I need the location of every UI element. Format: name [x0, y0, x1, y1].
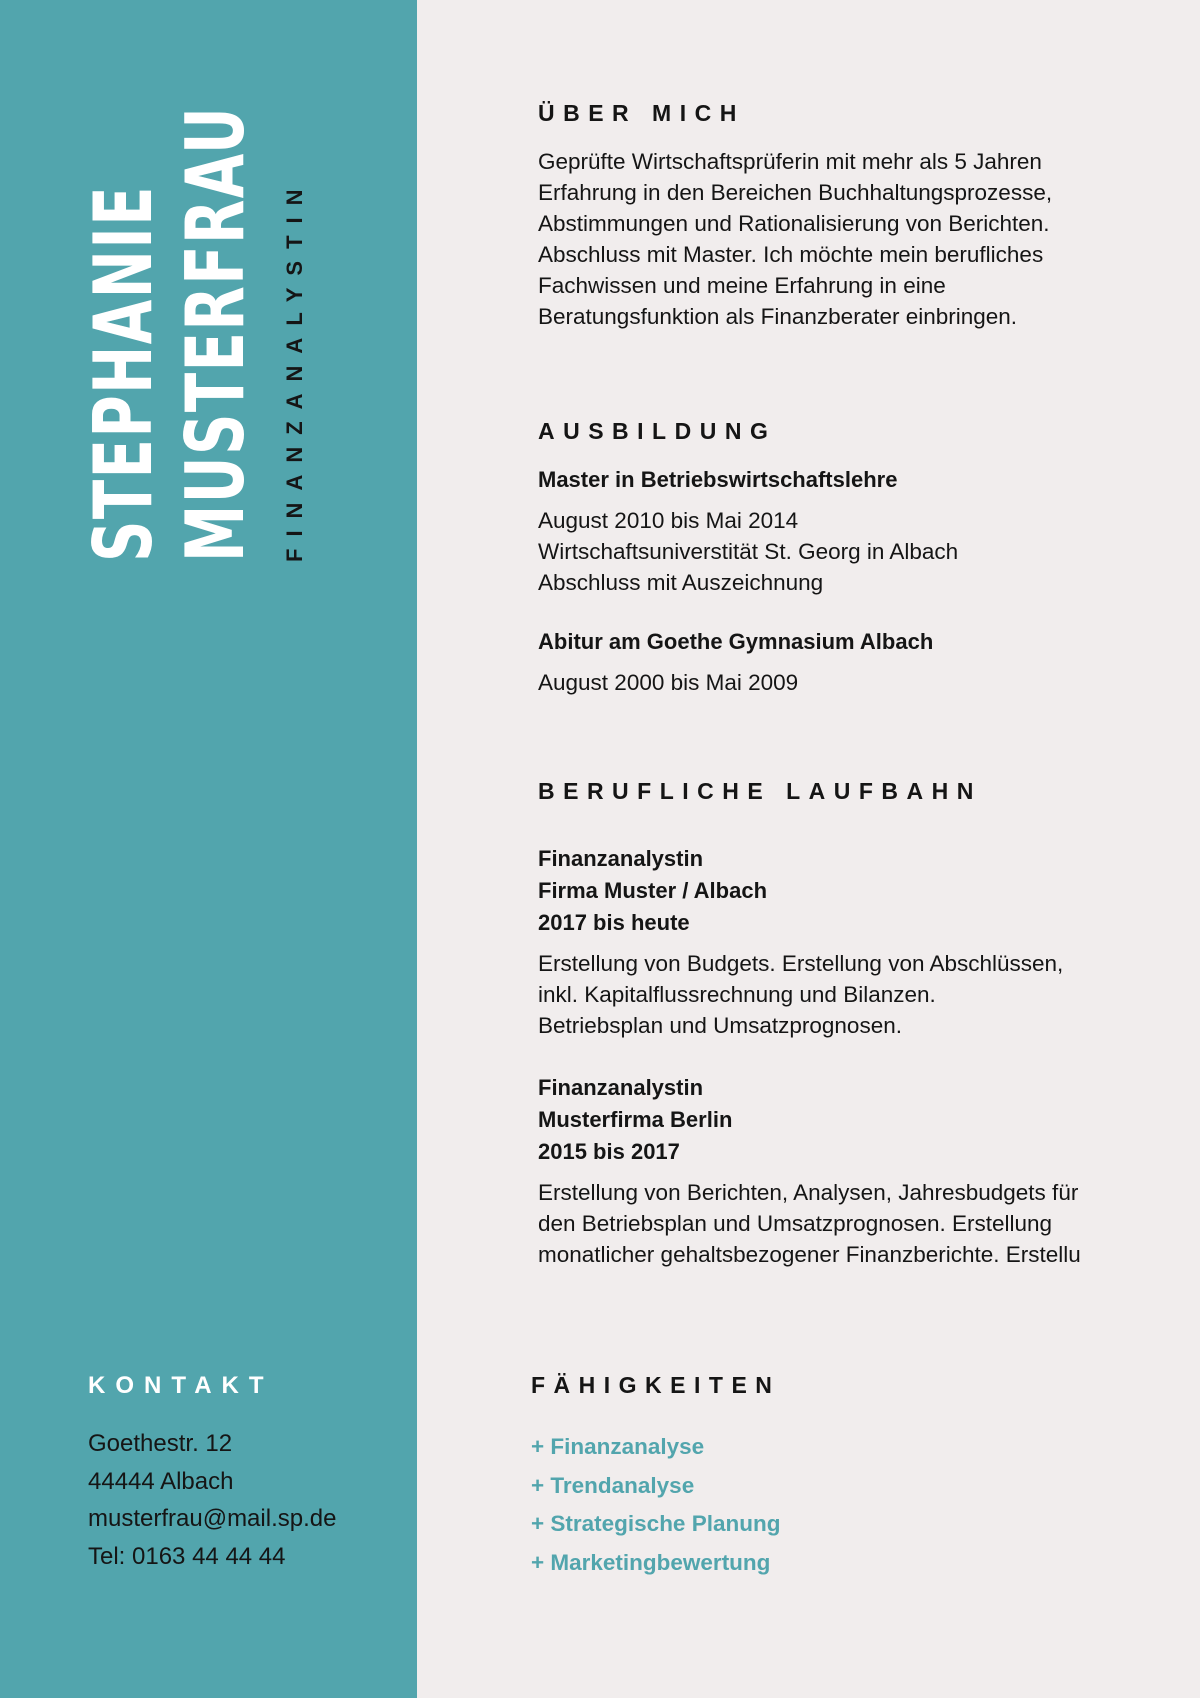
education-degree: Master in Betriebswirtschaftslehre [538, 467, 898, 492]
about-line: Fachwissen und meine Erfahrung in eine [538, 273, 946, 298]
career-entry-header [538, 1072, 1138, 1168]
career-line: monatlicher gehaltsbezogener Finanzberichte. Erstellu [538, 1242, 1081, 1267]
about-line: Erfahrung in den Bereichen Buchhaltungsprozesse, [538, 180, 1053, 205]
education-heading: AUSBILDUNG [538, 418, 777, 444]
skill-item: + Marketingbewertung [531, 1549, 771, 1575]
skill-item: + Strategische Planung [531, 1511, 781, 1536]
career-description [538, 948, 1138, 1041]
skills-list [531, 1428, 780, 1582]
about-line: Abstimmungen und Rationalisierung von Berichten. [538, 211, 1050, 236]
contact-details [88, 1425, 336, 1575]
about-line: Geprüfte Wirtschaftsprüferin mit mehr als 5 Jahren [538, 149, 1042, 174]
skill-item: + Finanzanalyse [531, 1434, 705, 1459]
career-description [538, 1177, 1138, 1270]
contact-email[interactable]: musterfrau@mail.sp.de [88, 1505, 337, 1532]
career-line: inkl. Kapitalflussrechnung und Bilanzen. [538, 982, 936, 1007]
about-text [538, 146, 1138, 332]
career-period: 2015 bis 2017 [538, 1139, 680, 1164]
contact-heading: KONTAKT [88, 1372, 274, 1399]
career-company: Firma Muster / Albach [538, 878, 768, 903]
about-line: Abschluss mit Master. Ich möchte mein berufliches [538, 242, 1044, 267]
career-period: 2017 bis heute [538, 910, 690, 935]
last-name: MUSTERFRAU [169, 105, 262, 563]
job-title: FINANZANALYSTIN [282, 177, 307, 562]
first-name: STEPHANIE [77, 184, 170, 563]
career-entry-header [538, 843, 1138, 939]
education-line: Abschluss mit Auszeichnung [538, 570, 824, 595]
skills-heading: FÄHIGKEITEN [531, 1372, 781, 1398]
about-heading: ÜBER MICH [538, 100, 745, 126]
about-line: Beratungsfunktion als Finanzberater einbringen. [538, 304, 1018, 329]
sidebar [0, 0, 417, 1698]
career-company: Musterfirma Berlin [538, 1107, 733, 1132]
education-line: Wirtschaftsuniverstität St. Georg in Albach [538, 539, 959, 564]
education-line: August 2010 bis Mai 2014 [538, 508, 799, 533]
contact-phone[interactable]: Tel: 0163 44 44 44 [88, 1542, 286, 1570]
contact-street: Goethestr. 12 [88, 1430, 233, 1457]
career-line: Erstellung von Berichten, Analysen, Jahresbudgets für [538, 1180, 1079, 1205]
education-degree: Abitur am Goethe Gymnasium Albach [538, 629, 934, 654]
skill-item: + Trendanalyse [531, 1472, 695, 1498]
education-details [538, 667, 1138, 698]
education-line: August 2000 bis Mai 2009 [538, 670, 799, 695]
contact-city: 44444 Albach [88, 1467, 234, 1495]
career-position: Finanzanalystin [538, 846, 704, 871]
career-line: Betriebsplan und Umsatzprognosen. [538, 1013, 902, 1038]
career-position: Finanzanalystin [538, 1075, 704, 1100]
education-details [538, 505, 1138, 598]
career-line: Erstellung von Budgets. Erstellung von Abschlüssen, [538, 951, 1064, 976]
career-heading: BERUFLICHE LAUFBAHN [538, 778, 982, 804]
career-line: den Betriebsplan und Umsatzprognosen. Erstellung [538, 1211, 1053, 1236]
